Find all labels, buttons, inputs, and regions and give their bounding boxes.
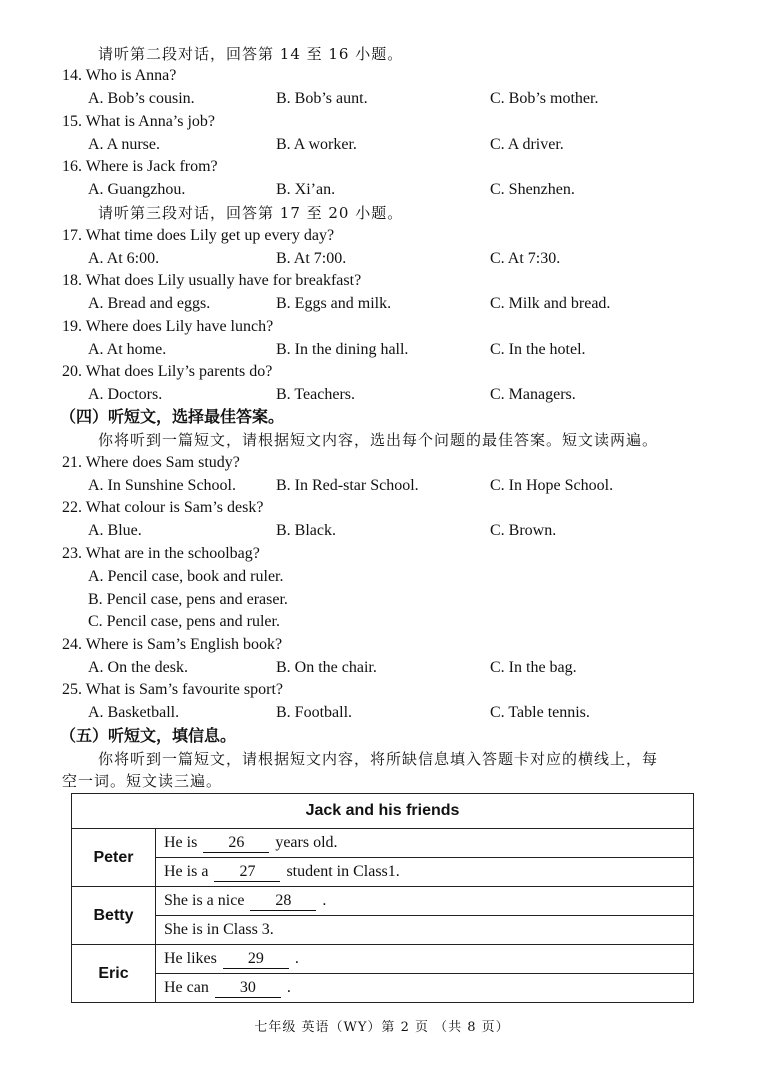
row-name-peter: Peter (72, 829, 156, 887)
option-20-a: A. Doctors. (88, 386, 163, 403)
section-5-heading: （五）听短文，填信息。 (60, 726, 237, 745)
question-20: 20. What does Lily’s parents do? (62, 363, 273, 380)
option-14-a: A. Bob’s cousin. (88, 90, 195, 107)
option-21-c: C. In Hope School. (490, 477, 614, 494)
option-18-c: C. Milk and bread. (490, 295, 611, 312)
option-23-b: B. Pencil case, pens and eraser. (88, 591, 288, 608)
betty-line-2: She is in Class 3. (156, 916, 694, 945)
option-24-a: A. On the desk. (88, 659, 188, 676)
section-5-instruction-line1: 你将听到一篇短文，请根据短文内容，将所缺信息填入答题卡对应的横线上，每 (98, 750, 659, 768)
option-20-c: C. Managers. (490, 386, 576, 403)
option-14-b: B. Bob’s aunt. (276, 90, 368, 107)
question-22: 22. What colour is Sam’s desk? (62, 499, 264, 516)
question-18: 18. What does Lily usually have for breakfast? (62, 272, 362, 289)
option-21-a: A. In Sunshine School. (88, 477, 236, 494)
info-table (71, 793, 694, 1003)
peter-line-2: He is a 27 student in Class1. (156, 858, 694, 887)
option-18-b: B. Eggs and milk. (276, 295, 392, 312)
eric-line-1: He likes 29 . (156, 945, 694, 974)
option-19-a: A. At home. (88, 341, 167, 358)
peter-line-1: He is 26 years old. (156, 829, 694, 858)
blank-27: 27 (214, 863, 280, 882)
option-22-c: C. Brown. (490, 522, 557, 539)
option-25-b: B. Football. (276, 704, 353, 721)
section-4-heading: （四）听短文，选择最佳答案。 (60, 407, 285, 426)
option-22-a: A. Blue. (88, 522, 142, 539)
row-name-eric: Eric (72, 945, 156, 1003)
option-23-c: C. Pencil case, pens and ruler. (88, 613, 280, 630)
question-17: 17. What time does Lily get up every day? (62, 227, 335, 244)
table-title: Jack and his friends (72, 794, 694, 829)
option-17-a: A. At 6:00. (88, 250, 160, 267)
option-23-a: A. Pencil case, book and ruler. (88, 568, 284, 585)
question-25: 25. What is Sam’s favourite sport? (62, 681, 283, 698)
instruction-dialogue-3: 请听第三段对话，回答第 17 至 20 小题。 (98, 204, 404, 222)
page-footer: 七年级 英语（WY）第 2 页 （共 8 页） (254, 1020, 510, 1035)
option-25-c: C. Table tennis. (490, 704, 590, 721)
option-24-b: B. On the chair. (276, 659, 377, 676)
option-15-b: B. A worker. (276, 136, 357, 153)
row-name-betty: Betty (72, 887, 156, 945)
instruction-dialogue-2: 请听第二段对话，回答第 14 至 16 小题。 (98, 45, 404, 63)
blank-28: 28 (250, 892, 316, 911)
option-16-b: B. Xi’an. (276, 181, 336, 198)
option-16-c: C. Shenzhen. (490, 181, 575, 198)
option-24-c: C. In the bag. (490, 659, 577, 676)
question-21: 21. Where does Sam study? (62, 454, 240, 471)
option-15-a: A. A nurse. (88, 136, 160, 153)
question-16: 16. Where is Jack from? (62, 158, 218, 175)
section-4-instruction: 你将听到一篇短文，请根据短文内容，选出每个问题的最佳答案。短文读两遍。 (98, 431, 659, 449)
blank-29: 29 (223, 950, 289, 969)
option-25-a: A. Basketball. (88, 704, 180, 721)
option-16-a: A. Guangzhou. (88, 181, 186, 198)
option-15-c: C. A driver. (490, 136, 564, 153)
option-17-b: B. At 7:00. (276, 250, 347, 267)
question-24: 24. Where is Sam’s English book? (62, 636, 283, 653)
question-19: 19. Where does Lily have lunch? (62, 318, 274, 335)
blank-30: 30 (215, 979, 281, 998)
option-19-b: B. In the dining hall. (276, 341, 409, 358)
option-20-b: B. Teachers. (276, 386, 355, 403)
question-23: 23. What are in the schoolbag? (62, 545, 260, 562)
question-14: 14. Who is Anna? (62, 67, 177, 84)
section-5-instruction-line2: 空一词。短文读三遍。 (62, 772, 223, 790)
question-15: 15. What is Anna’s job? (62, 113, 216, 130)
betty-line-1: She is a nice 28 . (156, 887, 694, 916)
option-21-b: B. In Red-star School. (276, 477, 419, 494)
option-19-c: C. In the hotel. (490, 341, 586, 358)
eric-line-2: He can 30 . (156, 974, 694, 1003)
blank-26: 26 (203, 834, 269, 853)
option-18-a: A. Bread and eggs. (88, 295, 211, 312)
option-14-c: C. Bob’s mother. (490, 90, 599, 107)
option-17-c: C. At 7:30. (490, 250, 561, 267)
option-22-b: B. Black. (276, 522, 336, 539)
